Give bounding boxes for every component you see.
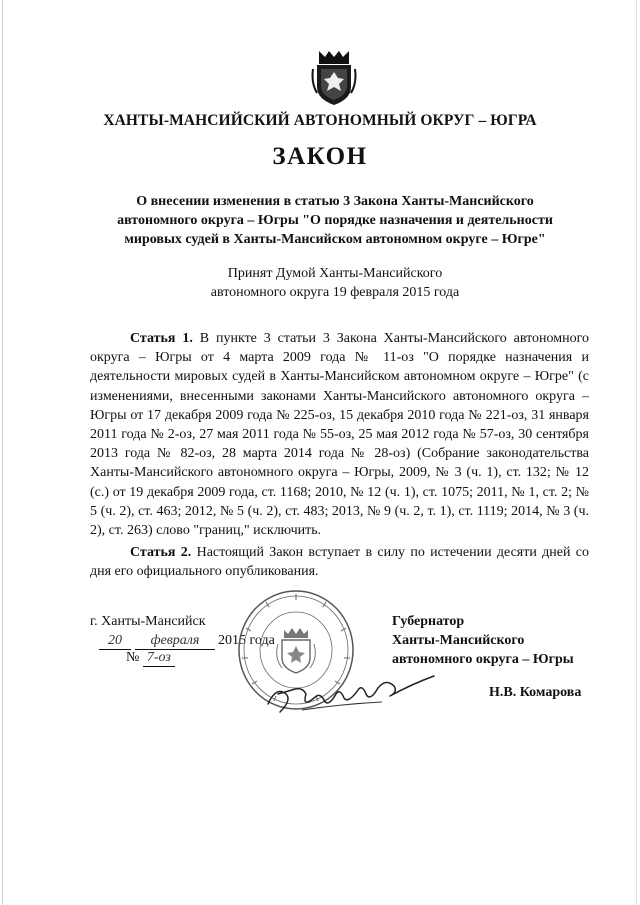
- region-title: ХАНТЫ-МАНСИЙСКИЙ АВТОНОМНЫЙ ОКРУГ – ЮГРА: [103, 112, 537, 129]
- article-2-label: Статья 2.: [130, 545, 192, 560]
- law-number: [126, 650, 175, 667]
- signing-city: г. Ханты-Мансийск: [90, 614, 206, 629]
- article-1: [90, 329, 589, 540]
- signature-icon: [262, 664, 442, 724]
- adoption-line: автономного округа 19 февраля 2015 года: [210, 285, 460, 300]
- document-type-title: ЗАКОН: [272, 143, 368, 170]
- law-subject: [90, 192, 580, 249]
- governor-title-line: Ханты-Мансийского: [392, 633, 525, 648]
- subject-line: О внесении изменения в статью 3 Закона Ханты-Мансийского: [136, 194, 534, 209]
- governor-title-line: автономного округа – Югры: [392, 652, 574, 667]
- adoption-note: [150, 264, 520, 302]
- article-1-text: В пункте 3 статьи 3 Закона Ханты-Мансийского автономного округа – Югры от 4 марта 2009 года № 11-оз "О порядке назначения и деятельности мировых судей в Ханты-Мансийском автономном округе – Югре" (с изменениями, внесенными законами Ханты-Мансийского автономного округа – Югры от 17 декабря 2009 года № 225-оз, 15 декабря 2010 года № 221-оз, 31 января 2011 года № 2-оз, 27 мая 2011 года № 55-оз, 25 мая 2012 года № 57-оз, 30 сентября 2013 года № 82-оз, 28 марта 2014 года № 28-оз) (Собрание законодательства Ханты-Мансийского автономного округа – Югры, 2009, № 3 (ч. 1), ст. 132; № 12 (с.) от 19 декабря 2009 года, ст. 1168; 2010, № 12 (ч. 1), ст. 1075; 2011, № 1, ст. 2; № 5 (ч. 2), ст. 463; 2012, № 5 (ч. 2), ст. 483; 2013, № 9 (ч. 2, т. 1), ст. 1119; 2014, № 3 (ч. 2), ст. 263) слово "границ," исключить.: [90, 331, 589, 539]
- governor-title-line: Губернатор: [392, 614, 465, 629]
- subject-line: мировых судей в Ханты-Мансийском автономном округе – Югре": [124, 232, 546, 247]
- article-2: [90, 543, 589, 581]
- article-1-label: Статья 1.: [130, 331, 193, 346]
- scan-edge-right: [636, 0, 637, 905]
- scan-edge-left: [2, 0, 3, 905]
- coat-of-arms-icon: [311, 47, 357, 107]
- article-2-text: Настоящий Закон вступает в силу по истечении десяти дней со дня его официального опубликования.: [90, 545, 589, 580]
- law-number-value: 7-оз: [143, 650, 175, 667]
- governor-title: [392, 612, 574, 669]
- governor-name: Н.В. Комарова: [489, 685, 582, 700]
- signing-year: 2015 года: [218, 633, 275, 648]
- signing-day: 20: [99, 633, 131, 650]
- signing-month: февраля: [135, 633, 215, 650]
- adoption-line: Принят Думой Ханты-Мансийского: [227, 266, 443, 281]
- law-number-prefix: №: [126, 650, 140, 665]
- subject-line: автономного округа – Югры "О порядке назначения и деятельности: [117, 213, 553, 228]
